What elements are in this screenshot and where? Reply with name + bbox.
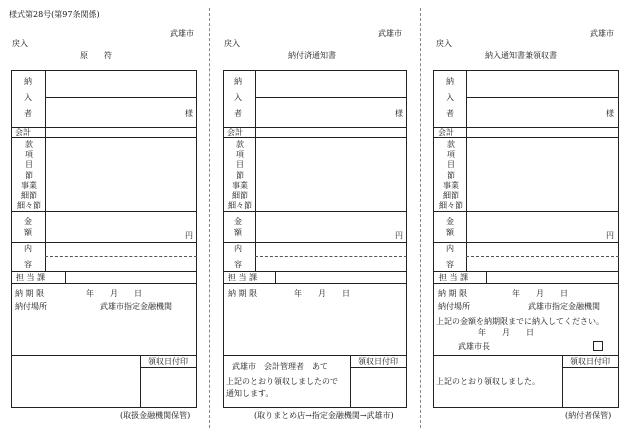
receipt-note-1: 上記のとおり領収しましたので	[226, 377, 338, 386]
notice-date: 年 月 日	[478, 328, 534, 337]
seal-box	[593, 341, 603, 351]
kanmoku-label: 款 項 目 節 事業 細節 細々節	[228, 140, 252, 211]
kaikei-label: 会計	[438, 128, 454, 137]
mayor-label: 武雄市長	[458, 342, 490, 351]
bank-label: 武雄市指定金融機関	[528, 302, 600, 311]
sama-label: 様	[395, 109, 403, 118]
kaikei-label: 会計	[15, 128, 31, 137]
payment-notice: 上記の金額を納期限までに納入してください。	[436, 317, 604, 326]
bank-label: 武雄市指定金融機関	[100, 302, 172, 311]
form-number: 様式第28号(第97条関係)	[9, 10, 100, 19]
receipt-note-2: 通知します。	[226, 389, 274, 398]
part-footer: (納付者保管)	[565, 411, 612, 420]
naiyou-label-1: 内	[446, 244, 454, 253]
city-label: 武雄市	[170, 29, 194, 38]
nounyuusha-label: 納 入 者	[24, 77, 32, 118]
nounyuusha-label: 納 入 者	[234, 77, 242, 118]
payer-label: 戻入	[436, 39, 452, 48]
naiyou-label-2: 容	[234, 260, 242, 269]
yen-label: 円	[606, 231, 614, 240]
separator-2	[420, 8, 421, 428]
city-label: 武雄市	[378, 29, 402, 38]
receipt-note-1: 上記のとおり領収しました。	[436, 377, 540, 386]
nouki-label: 納 期 限	[228, 289, 258, 298]
naiyou-label-2: 容	[446, 260, 454, 269]
nouhu-basho-label: 納付場所	[438, 302, 470, 311]
sama-label: 様	[185, 109, 193, 118]
yen-label: 円	[395, 231, 403, 240]
separator-1	[209, 8, 210, 428]
kanmoku-label: 款 項 目 節 事業 細節 細々節	[17, 140, 41, 211]
part-footer: (取りまとめ店→指定金融機関→武雄市)	[254, 411, 394, 420]
kingaku-label: 金 額	[446, 217, 454, 237]
ryoushu-stamp-label: 領収日付印	[358, 357, 398, 366]
kingaku-label: 金 額	[24, 217, 32, 237]
kingaku-label: 金 額	[234, 217, 242, 237]
city-label: 武雄市	[590, 29, 614, 38]
nouki-date: 年 月 日	[294, 289, 350, 298]
naiyou-label-2: 容	[24, 260, 32, 269]
ryoushu-stamp-label: 領収日付印	[570, 357, 610, 366]
nouki-date: 年 月 日	[512, 289, 568, 298]
payer-label: 戻入	[224, 39, 240, 48]
part-title: 納入通知書兼領収書	[485, 51, 557, 60]
naiyou-label-1: 内	[234, 244, 242, 253]
naiyou-label-1: 内	[24, 244, 32, 253]
nouki-label: 納 期 限	[15, 289, 45, 298]
tantou-label: 担 当 課	[16, 273, 46, 282]
tantou-label: 担 当 課	[439, 273, 469, 282]
nouki-label: 納 期 限	[438, 289, 468, 298]
nouki-date: 年 月 日	[86, 289, 142, 298]
kaikei-label: 会計	[227, 128, 243, 137]
nounyuusha-label: 納 入 者	[446, 77, 454, 118]
addressee: 武雄市 会計管理者 あて	[232, 362, 328, 371]
sama-label: 様	[606, 109, 614, 118]
ryoushu-stamp-label: 領収日付印	[148, 357, 188, 366]
kanmoku-label: 款 項 目 節 事業 細節 細々節	[439, 140, 463, 211]
nouhu-basho-label: 納付場所	[15, 302, 47, 311]
yen-label: 円	[185, 231, 193, 240]
tantou-label: 担 当 課	[228, 273, 258, 282]
part-title: 納付済通知書	[288, 51, 336, 60]
payer-label: 戻入	[12, 39, 28, 48]
part-footer: (取扱金融機関保管)	[120, 411, 191, 420]
part-title: 原 符	[80, 51, 112, 60]
